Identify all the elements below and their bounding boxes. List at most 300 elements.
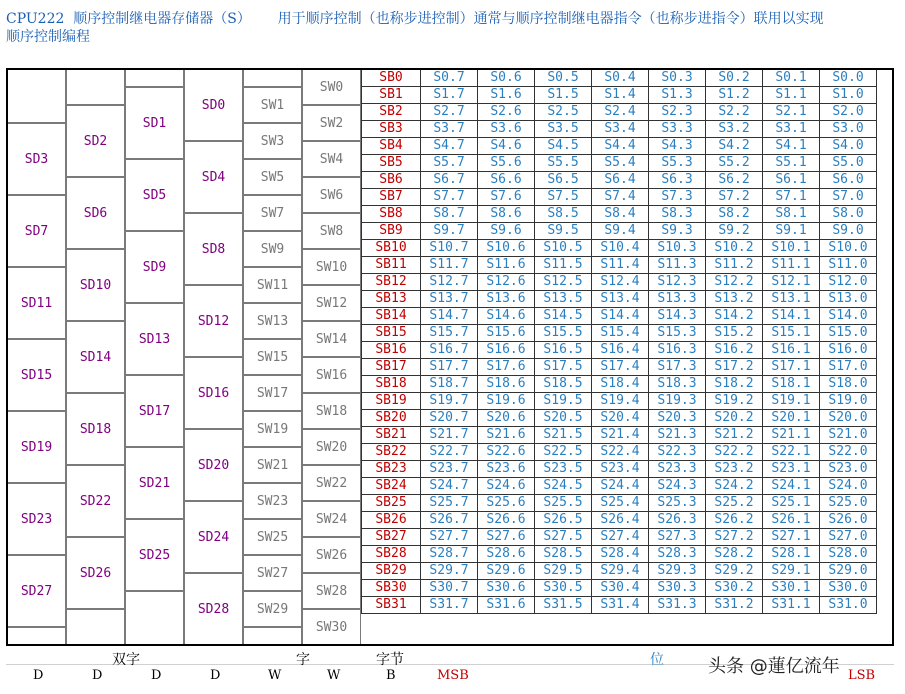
- bit-address-cell: S10.0: [820, 240, 877, 257]
- dword-cell: SD10: [66, 249, 125, 321]
- bit-address-cell: S9.5: [535, 223, 592, 240]
- bit-address-cell: S23.5: [535, 461, 592, 478]
- bit-address-cell: S27.1: [763, 529, 820, 546]
- bit-address-cell: S18.6: [478, 376, 535, 393]
- empty-cell: [243, 627, 302, 645]
- table-row: [362, 104, 877, 121]
- table-row: [362, 70, 877, 87]
- watermark: 头条 @蓮亿流年: [708, 656, 840, 677]
- bit-address-cell: S15.1: [763, 325, 820, 342]
- table-row: [362, 206, 877, 223]
- bit-address-cell: S8.2: [706, 206, 763, 223]
- bit-address-cell: S15.6: [478, 325, 535, 342]
- byte-address-cell: SB7: [362, 189, 421, 206]
- dword-cell: SD18: [66, 393, 125, 465]
- bit-address-cell: S9.0: [820, 223, 877, 240]
- byte-address-cell: SB25: [362, 495, 421, 512]
- bit-address-cell: S25.0: [820, 495, 877, 512]
- dword-cell: SD14: [66, 321, 125, 393]
- bit-address-cell: S3.5: [535, 121, 592, 138]
- col-type-d3: D: [151, 668, 162, 683]
- empty-cell: [243, 69, 302, 87]
- bit-address-cell: S19.4: [592, 393, 649, 410]
- col-type-d1: D: [33, 668, 44, 683]
- bit-address-cell: S12.3: [649, 274, 706, 291]
- bit-address-cell: S2.0: [820, 104, 877, 121]
- col-type-w2: W: [327, 668, 341, 683]
- table-row: [362, 189, 877, 206]
- bit-address-cell: S10.1: [763, 240, 820, 257]
- bit-address-cell: S31.3: [649, 597, 706, 614]
- bit-address-cell: S3.7: [421, 121, 478, 138]
- bit-address-cell: S3.3: [649, 121, 706, 138]
- bit-address-cell: S26.3: [649, 512, 706, 529]
- bit-address-cell: S23.1: [763, 461, 820, 478]
- word-cell: SW21: [243, 447, 302, 483]
- bit-address-cell: S26.6: [478, 512, 535, 529]
- bit-address-cell: S18.3: [649, 376, 706, 393]
- bit-address-cell: S27.0: [820, 529, 877, 546]
- bit-address-cell: S17.1: [763, 359, 820, 376]
- bit-address-cell: S20.6: [478, 410, 535, 427]
- bit-address-cell: S13.4: [592, 291, 649, 308]
- dword-cell: SD15: [7, 339, 66, 411]
- bit-address-cell: S30.1: [763, 580, 820, 597]
- word-cell: SW29: [243, 591, 302, 627]
- bit-address-cell: S22.6: [478, 444, 535, 461]
- table-row: [362, 512, 877, 529]
- bit-address-cell: S18.2: [706, 376, 763, 393]
- byte-address-cell: SB9: [362, 223, 421, 240]
- bit-address-cell: S22.2: [706, 444, 763, 461]
- bit-address-cell: S0.2: [706, 70, 763, 87]
- bit-address-cell: S9.4: [592, 223, 649, 240]
- word-cell: SW7: [243, 195, 302, 231]
- table-row: [362, 478, 877, 495]
- bit-address-cell: S30.2: [706, 580, 763, 597]
- bit-address-cell: S29.7: [421, 563, 478, 580]
- lsb-label: LSB: [848, 668, 876, 683]
- bit-address-cell: S21.7: [421, 427, 478, 444]
- bit-address-cell: S24.6: [478, 478, 535, 495]
- word-cell: SW23: [243, 483, 302, 519]
- byte-address-cell: SB16: [362, 342, 421, 359]
- bit-address-cell: S21.1: [763, 427, 820, 444]
- bit-address-cell: S4.2: [706, 138, 763, 155]
- bit-address-cell: S4.5: [535, 138, 592, 155]
- header-line-1: CPU222 顺序控制继电器存储器（S） 用于顺序控制（也称步进控制）通常与顺序控制继电器指令（也称步进指令）联用以实现: [6, 11, 824, 27]
- bit-address-cell: S6.5: [535, 172, 592, 189]
- bit-address-cell: S24.3: [649, 478, 706, 495]
- byte-address-cell: SB18: [362, 376, 421, 393]
- dword-cell: SD8: [184, 213, 243, 285]
- bit-address-cell: S1.3: [649, 87, 706, 104]
- bit-address-cell: S4.6: [478, 138, 535, 155]
- bit-address-cell: S13.3: [649, 291, 706, 308]
- bit-address-cell: S12.2: [706, 274, 763, 291]
- table-row: [362, 223, 877, 240]
- bit-address-cell: S10.3: [649, 240, 706, 257]
- bit-address-cell: S8.5: [535, 206, 592, 223]
- bit-address-cell: S16.5: [535, 342, 592, 359]
- table-row: [362, 172, 877, 189]
- dword-cell: SD3: [7, 123, 66, 195]
- bit-address-cell: S28.6: [478, 546, 535, 563]
- bit-address-cell: S4.7: [421, 138, 478, 155]
- dword-cell: SD20: [184, 429, 243, 501]
- bit-address-cell: S7.6: [478, 189, 535, 206]
- dword-cell: SD23: [7, 483, 66, 555]
- dword-cell: SD19: [7, 411, 66, 483]
- bit-address-cell: S5.2: [706, 155, 763, 172]
- table-row: [362, 87, 877, 104]
- bit-address-cell: S5.0: [820, 155, 877, 172]
- table-row: [362, 308, 877, 325]
- bit-address-cell: S28.7: [421, 546, 478, 563]
- table-row: [362, 393, 877, 410]
- table-row: [362, 240, 877, 257]
- bit-address-cell: S17.5: [535, 359, 592, 376]
- bit-address-cell: S2.3: [649, 104, 706, 121]
- address-hierarchy-panel: [7, 69, 361, 645]
- byte-address-cell: SB1: [362, 87, 421, 104]
- bit-address-cell: S7.1: [763, 189, 820, 206]
- byte-address-cell: SB29: [362, 563, 421, 580]
- byte-address-cell: SB14: [362, 308, 421, 325]
- bit-address-cell: S0.0: [820, 70, 877, 87]
- dword-cell: SD13: [125, 303, 184, 375]
- dword-cell: SD24: [184, 501, 243, 573]
- bit-address-cell: S25.2: [706, 495, 763, 512]
- col-type-w1: W: [268, 668, 282, 683]
- word-cell: SW16: [302, 357, 361, 393]
- bit-address-cell: S10.2: [706, 240, 763, 257]
- bit-address-cell: S25.3: [649, 495, 706, 512]
- bit-address-cell: S6.1: [763, 172, 820, 189]
- bit-address-cell: S30.0: [820, 580, 877, 597]
- empty-cell: [7, 69, 66, 123]
- msb-label: MSB: [437, 668, 469, 683]
- word-cell: SW22: [302, 465, 361, 501]
- word-cell: SW24: [302, 501, 361, 537]
- bit-address-cell: S22.1: [763, 444, 820, 461]
- bit-address-cell: S4.1: [763, 138, 820, 155]
- header-line-2: 顺序控制编程: [6, 29, 90, 45]
- bit-address-cell: S31.0: [820, 597, 877, 614]
- byte-address-cell: SB24: [362, 478, 421, 495]
- word-cell: SW19: [243, 411, 302, 447]
- bit-address-cell: S17.6: [478, 359, 535, 376]
- bit-address-cell: S4.3: [649, 138, 706, 155]
- table-row: [362, 274, 877, 291]
- bit-address-cell: S18.4: [592, 376, 649, 393]
- bit-address-cell: S0.1: [763, 70, 820, 87]
- byte-address-cell: SB31: [362, 597, 421, 614]
- bit-address-cell: S17.4: [592, 359, 649, 376]
- bit-address-cell: S3.0: [820, 121, 877, 138]
- word-cell: SW0: [302, 69, 361, 105]
- bit-address-cell: S27.3: [649, 529, 706, 546]
- col-type-d4: D: [210, 668, 221, 683]
- bit-address-cell: S10.4: [592, 240, 649, 257]
- bit-address-cell: S31.6: [478, 597, 535, 614]
- bit-address-cell: S26.7: [421, 512, 478, 529]
- bit-address-cell: S8.1: [763, 206, 820, 223]
- dword-cell: SD25: [125, 519, 184, 591]
- byte-address-cell: SB19: [362, 393, 421, 410]
- bit-address-cell: S23.0: [820, 461, 877, 478]
- bit-address-cell: S31.7: [421, 597, 478, 614]
- word-cell: SW2: [302, 105, 361, 141]
- table-row: [362, 257, 877, 274]
- dword-cell: SD9: [125, 231, 184, 303]
- bit-address-cell: S21.2: [706, 427, 763, 444]
- bit-address-cell: S0.6: [478, 70, 535, 87]
- bit-address-cell: S2.1: [763, 104, 820, 121]
- bit-address-cell: S12.7: [421, 274, 478, 291]
- bit-address-cell: S15.3: [649, 325, 706, 342]
- bit-address-cell: S14.2: [706, 308, 763, 325]
- bit-address-cell: S7.4: [592, 189, 649, 206]
- dword-cell: SD21: [125, 447, 184, 519]
- word-cell: SW20: [302, 429, 361, 465]
- dword-cell: SD4: [184, 141, 243, 213]
- word-cell: SW25: [243, 519, 302, 555]
- bit-address-cell: S1.5: [535, 87, 592, 104]
- bit-address-cell: S30.6: [478, 580, 535, 597]
- dword-cell: SD6: [66, 177, 125, 249]
- bit-address-cell: S26.0: [820, 512, 877, 529]
- bit-address-cell: S1.4: [592, 87, 649, 104]
- dword-cell: SD11: [7, 267, 66, 339]
- bit-address-cell: S12.6: [478, 274, 535, 291]
- bit-address-cell: S25.5: [535, 495, 592, 512]
- bit-address-cell: S8.0: [820, 206, 877, 223]
- bit-address-cell: S24.5: [535, 478, 592, 495]
- table-row: [362, 563, 877, 580]
- bit-address-cell: S11.6: [478, 257, 535, 274]
- bit-address-cell: S15.7: [421, 325, 478, 342]
- bit-address-cell: S20.7: [421, 410, 478, 427]
- bit-address-cell: S3.6: [478, 121, 535, 138]
- bit-address-cell: S5.4: [592, 155, 649, 172]
- bit-address-cell: S1.1: [763, 87, 820, 104]
- table-row: [362, 376, 877, 393]
- bit-address-cell: S5.6: [478, 155, 535, 172]
- table-row: [362, 580, 877, 597]
- dword-cell: SD1: [125, 87, 184, 159]
- bit-address-cell: S26.2: [706, 512, 763, 529]
- byte-address-cell: SB23: [362, 461, 421, 478]
- bit-address-cell: S7.5: [535, 189, 592, 206]
- bit-address-cell: S5.3: [649, 155, 706, 172]
- bit-address-cell: S14.1: [763, 308, 820, 325]
- bit-address-cell: S10.7: [421, 240, 478, 257]
- bit-address-cell: S31.4: [592, 597, 649, 614]
- col-type-b: B: [386, 668, 396, 683]
- bit-address-cell: S28.1: [763, 546, 820, 563]
- bit-address-cell: S12.0: [820, 274, 877, 291]
- bit-address-cell: S8.4: [592, 206, 649, 223]
- word-cell: SW28: [302, 573, 361, 609]
- bit-address-cell: S2.5: [535, 104, 592, 121]
- bit-address-cell: S15.4: [592, 325, 649, 342]
- bit-address-cell: S5.1: [763, 155, 820, 172]
- bit-address-cell: S16.2: [706, 342, 763, 359]
- bit-address-cell: S21.6: [478, 427, 535, 444]
- bit-address-cell: S2.4: [592, 104, 649, 121]
- bit-address-cell: S23.3: [649, 461, 706, 478]
- word-cell: SW5: [243, 159, 302, 195]
- empty-cell: [66, 609, 125, 645]
- bit-address-cell: S6.7: [421, 172, 478, 189]
- bit-address-cell: S19.5: [535, 393, 592, 410]
- bit-address-cell: S28.2: [706, 546, 763, 563]
- byte-address-cell: SB10: [362, 240, 421, 257]
- bit-address-cell: S22.7: [421, 444, 478, 461]
- bit-address-cell: S30.5: [535, 580, 592, 597]
- word-cell: SW17: [243, 375, 302, 411]
- bit-address-cell: S10.6: [478, 240, 535, 257]
- bit-address-cell: S24.7: [421, 478, 478, 495]
- bit-address-cell: S19.6: [478, 393, 535, 410]
- bit-address-cell: S16.1: [763, 342, 820, 359]
- bit-address-cell: S25.4: [592, 495, 649, 512]
- empty-cell: [125, 591, 184, 645]
- bit-address-cell: S14.3: [649, 308, 706, 325]
- bit-address-cell: S19.3: [649, 393, 706, 410]
- bit-address-cell: S11.2: [706, 257, 763, 274]
- word-cell: SW9: [243, 231, 302, 267]
- word-cell: SW1: [243, 87, 302, 123]
- bit-address-cell: S6.0: [820, 172, 877, 189]
- bit-address-cell: S12.4: [592, 274, 649, 291]
- bit-address-cell: S20.4: [592, 410, 649, 427]
- byte-address-cell: SB26: [362, 512, 421, 529]
- bit-address-cell: S19.0: [820, 393, 877, 410]
- byte-address-cell: SB3: [362, 121, 421, 138]
- byte-address-cell: SB0: [362, 70, 421, 87]
- table-row: [362, 427, 877, 444]
- byte-address-cell: SB28: [362, 546, 421, 563]
- bit-address-cell: S20.2: [706, 410, 763, 427]
- bit-address-cell: S20.3: [649, 410, 706, 427]
- bit-address-cell: S28.5: [535, 546, 592, 563]
- word-cell: SW13: [243, 303, 302, 339]
- bit-address-cell: S12.1: [763, 274, 820, 291]
- bit-address-cell: S20.1: [763, 410, 820, 427]
- bit-address-cell: S4.0: [820, 138, 877, 155]
- bit-address-table: [361, 69, 877, 614]
- bit-address-cell: S23.6: [478, 461, 535, 478]
- bit-address-cell: S10.5: [535, 240, 592, 257]
- bit-address-cell: S29.1: [763, 563, 820, 580]
- bit-address-cell: S1.6: [478, 87, 535, 104]
- bit-address-cell: S0.7: [421, 70, 478, 87]
- table-row: [362, 291, 877, 308]
- byte-address-cell: SB17: [362, 359, 421, 376]
- dword-cell: SD7: [7, 195, 66, 267]
- byte-address-cell: SB30: [362, 580, 421, 597]
- table-row: [362, 495, 877, 512]
- bit-address-cell: S29.0: [820, 563, 877, 580]
- bit-address-cell: S17.2: [706, 359, 763, 376]
- bit-address-cell: S3.2: [706, 121, 763, 138]
- dword-cell: SD2: [66, 105, 125, 177]
- byte-address-cell: SB11: [362, 257, 421, 274]
- bit-address-cell: S24.0: [820, 478, 877, 495]
- bit-address-cell: S6.6: [478, 172, 535, 189]
- bit-address-cell: S30.4: [592, 580, 649, 597]
- dword-cell: SD16: [184, 357, 243, 429]
- bit-address-cell: S14.4: [592, 308, 649, 325]
- bit-address-cell: S3.1: [763, 121, 820, 138]
- bit-address-cell: S16.4: [592, 342, 649, 359]
- bit-address-cell: S0.3: [649, 70, 706, 87]
- word-cell: SW18: [302, 393, 361, 429]
- bit-address-cell: S7.0: [820, 189, 877, 206]
- word-cell: SW12: [302, 285, 361, 321]
- bit-address-cell: S25.7: [421, 495, 478, 512]
- byte-address-cell: SB21: [362, 427, 421, 444]
- word-cell: SW11: [243, 267, 302, 303]
- bit-address-cell: S9.1: [763, 223, 820, 240]
- bit-address-cell: S13.1: [763, 291, 820, 308]
- word-cell: SW3: [243, 123, 302, 159]
- bit-address-cell: S30.7: [421, 580, 478, 597]
- bit-address-cell: S24.2: [706, 478, 763, 495]
- bit-address-cell: S30.3: [649, 580, 706, 597]
- bit-address-cell: S9.3: [649, 223, 706, 240]
- word-cell: SW14: [302, 321, 361, 357]
- bit-address-cell: S18.0: [820, 376, 877, 393]
- table-row: [362, 546, 877, 563]
- table-row: [362, 138, 877, 155]
- bit-address-cell: S28.4: [592, 546, 649, 563]
- word-cell: SW10: [302, 249, 361, 285]
- word-cell: SW6: [302, 177, 361, 213]
- dword-cell: SD17: [125, 375, 184, 447]
- table-row: [362, 461, 877, 478]
- bit-address-cell: S8.7: [421, 206, 478, 223]
- bit-address-cell: S16.7: [421, 342, 478, 359]
- bit-address-cell: S9.6: [478, 223, 535, 240]
- bit-address-cell: S7.2: [706, 189, 763, 206]
- bit-address-cell: S22.5: [535, 444, 592, 461]
- word-cell: SW8: [302, 213, 361, 249]
- bit-address-cell: S16.6: [478, 342, 535, 359]
- bit-address-cell: S23.7: [421, 461, 478, 478]
- bit-address-cell: S11.7: [421, 257, 478, 274]
- table-row: [362, 410, 877, 427]
- dword-cell: SD22: [66, 465, 125, 537]
- bit-address-cell: S2.6: [478, 104, 535, 121]
- bit-address-cell: S14.6: [478, 308, 535, 325]
- dword-cell: SD27: [7, 555, 66, 627]
- bit-address-cell: S6.2: [706, 172, 763, 189]
- byte-address-cell: SB13: [362, 291, 421, 308]
- bit-address-cell: S28.0: [820, 546, 877, 563]
- dword-cell: SD26: [66, 537, 125, 609]
- byte-address-cell: SB4: [362, 138, 421, 155]
- bit-label: 位: [650, 652, 664, 668]
- table-row: [362, 529, 877, 546]
- table-row: [362, 597, 877, 614]
- bit-address-cell: S14.0: [820, 308, 877, 325]
- bit-address-cell: S0.4: [592, 70, 649, 87]
- bit-address-cell: S15.2: [706, 325, 763, 342]
- word-label: 字: [296, 652, 310, 668]
